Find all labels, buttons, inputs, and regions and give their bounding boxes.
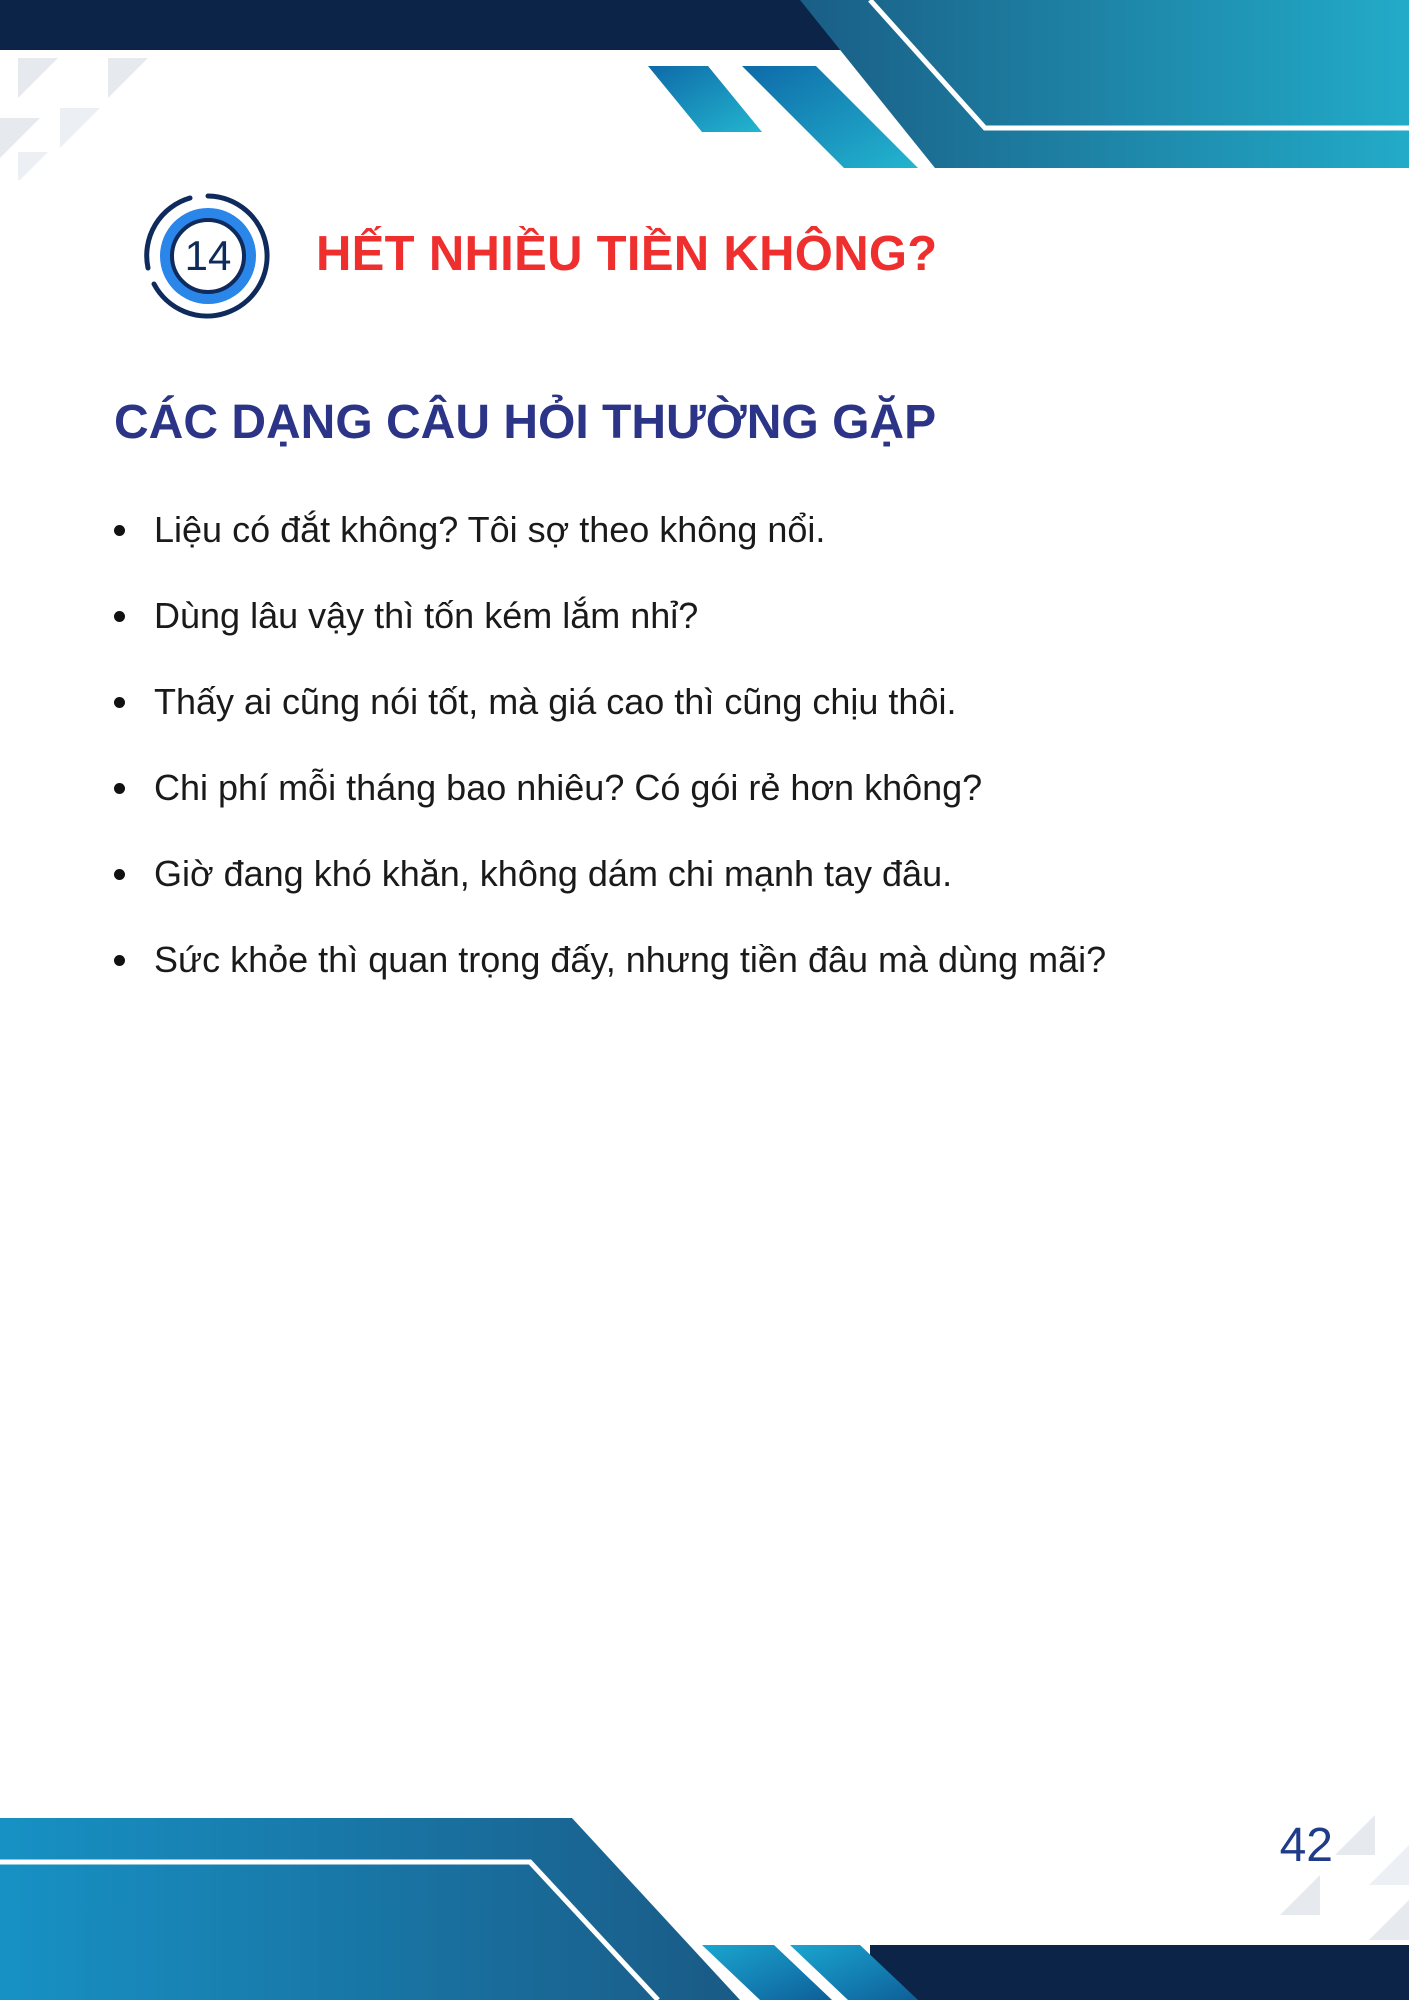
bullet-icon: [114, 697, 125, 708]
bottom-banner-decoration: [0, 1805, 1409, 2000]
question-title: HẾT NHIỀU TIỀN KHÔNG?: [316, 227, 938, 281]
question-number-badge: [140, 188, 276, 324]
badge-number: 14: [184, 232, 232, 279]
question-text: Chi phí mỗi tháng bao nhiêu? Có gói rẻ hơn không?: [154, 767, 983, 808]
top-banner-decoration: [0, 0, 1409, 180]
list-item: [114, 672, 1314, 758]
bullet-icon: [114, 611, 125, 622]
section-heading: CÁC DẠNG CÂU HỎI THƯỜNG GẶP: [114, 396, 937, 449]
question-text: Sức khỏe thì quan trọng đấy, nhưng tiền đâu mà dùng mãi?: [154, 939, 1107, 980]
list-item: [114, 844, 1314, 930]
question-text: Giờ đang khó khăn, không dám chi mạnh tay đâu.: [154, 853, 953, 894]
list-item: [114, 586, 1314, 672]
bullet-icon: [114, 783, 125, 794]
common-questions-list: [114, 500, 1314, 1016]
list-item: [114, 930, 1314, 1016]
question-text: Dùng lâu vậy thì tốn kém lắm nhỉ?: [154, 595, 699, 636]
list-item: [114, 758, 1314, 844]
question-text: Thấy ai cũng nói tốt, mà giá cao thì cũng chịu thôi.: [154, 681, 957, 722]
question-text: Liệu có đắt không? Tôi sợ theo không nổi.: [154, 509, 826, 550]
bullet-icon: [114, 525, 125, 536]
bullet-icon: [114, 869, 125, 880]
list-item: [114, 500, 1314, 586]
page-number: 42: [1279, 1819, 1333, 1872]
bullet-icon: [114, 955, 125, 966]
